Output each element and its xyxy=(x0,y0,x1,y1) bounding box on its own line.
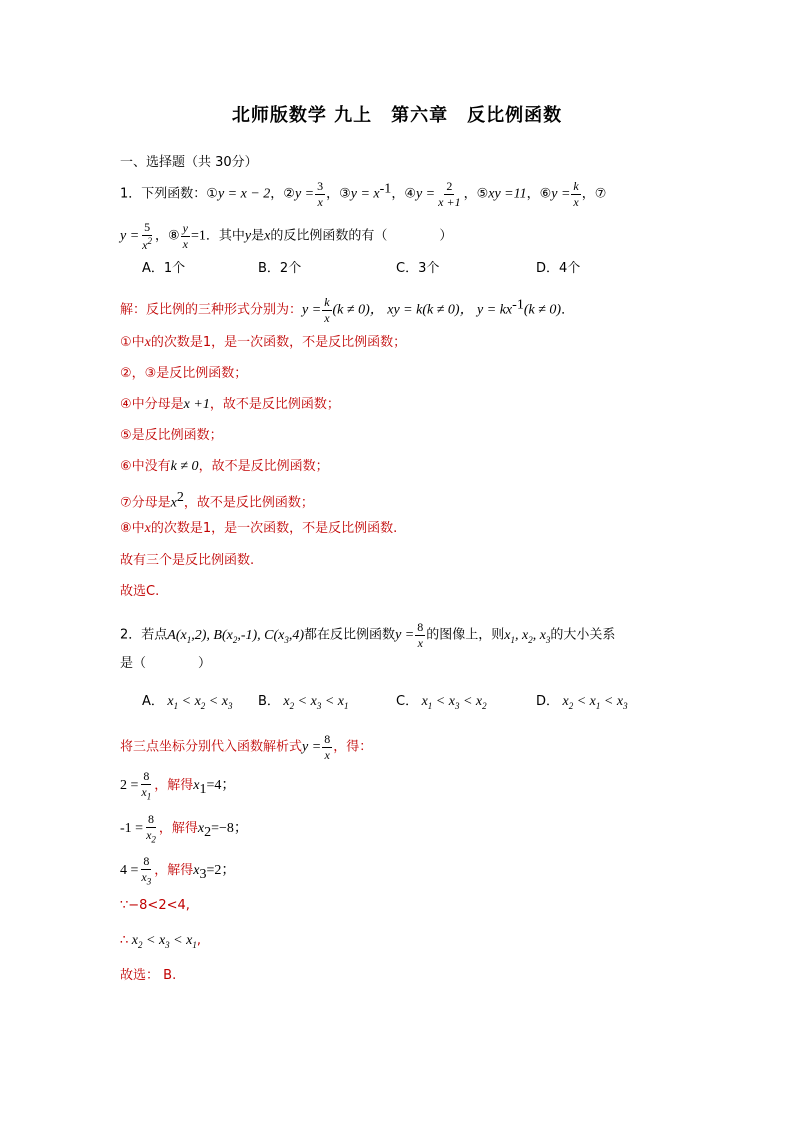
marker-7: ，⑦ xyxy=(581,186,607,202)
form-2: ， xy = k(k ≠ 0) xyxy=(369,302,460,318)
question-text: 若点 xyxy=(141,627,168,643)
solution-text: 解：反比例的三种形式分别为： xyxy=(120,302,303,318)
function-7-lhs: y = xyxy=(120,228,140,244)
option-d[interactable]: D．4个 xyxy=(536,261,581,276)
denominator: x xyxy=(324,310,330,325)
question-text: 都在反比例函数 xyxy=(304,627,396,643)
exponent: -1 xyxy=(512,297,524,313)
marker-5: ，⑤ xyxy=(463,186,489,202)
question-text: 的图像上，则 xyxy=(426,627,505,643)
denominator: x xyxy=(317,194,323,209)
denominator: x xyxy=(573,194,579,209)
q2-option-c[interactable]: C． $x_1 < x_3 < x_2$ xyxy=(396,694,487,711)
marker-3: ，③ xyxy=(326,186,351,202)
numerator: 2 xyxy=(446,179,453,193)
form-1-condition: (k ≠ 0) xyxy=(332,302,370,318)
numerator: y xyxy=(182,221,188,235)
solution-2-eq-3: 4 = $\frac{8}{x_3}$ ，解得$x_3=2$； xyxy=(120,854,236,886)
question-1-line-1 xyxy=(120,180,606,208)
q2-option-d[interactable]: D． $x_2 < x_1 < x_3$ xyxy=(536,694,628,711)
question-text: 的反比例函数的有（ ） xyxy=(270,228,453,244)
solution-2-because: ∵−8<2<4, xyxy=(120,898,190,913)
eq-fraction: $\frac{8}{x_3}$ xyxy=(141,854,152,886)
points: $A(x_1,2)$, $B(x_2,-1)$, $C(x_3,4)$ xyxy=(167,627,305,645)
var-y: y xyxy=(244,228,252,244)
question-2-line-2: 是（ ） xyxy=(120,656,212,671)
question-text: 是 xyxy=(251,228,265,244)
solution-2-therefore: ∴ $x_2 < x_3 < x_1$, xyxy=(120,933,201,950)
marker-8: ，⑧ xyxy=(155,228,180,244)
solution-1-line-3: ④中分母是x +1，故不是反比例函数； xyxy=(120,397,340,412)
solution-1-line-8: 故有三个是反比例函数. xyxy=(120,553,255,568)
denominator: x +1 xyxy=(438,194,461,209)
marker-4: ，④ xyxy=(391,186,416,202)
denominator: x xyxy=(182,236,188,251)
eq-fraction: $\frac{8}{x_2}$ xyxy=(146,812,156,844)
solution-1-line-2: ②，③是反比例函数； xyxy=(120,366,248,381)
marker-6: ，⑥ xyxy=(526,186,552,202)
function-8-rhs: =1 xyxy=(190,228,206,244)
page-title: 北师版数学 九上 第六章 反比例函数 xyxy=(231,105,563,126)
solution-1-line-7: ⑧中x的次数是1，是一次函数，不是反比例函数. xyxy=(120,521,398,536)
question-2-line-1 xyxy=(120,621,615,649)
solution-1-line-6: ⑦分母是$x^2$，故不是反比例函数； xyxy=(120,490,314,511)
numerator: k xyxy=(573,179,579,193)
solution-2-eq-1: 2 = $\frac{8}{x_1}$ ，解得$x_1=4$； xyxy=(120,769,236,801)
marker-1: ① xyxy=(206,186,218,202)
numerator: 8 xyxy=(417,620,424,634)
function-5: xy =11 xyxy=(488,186,527,202)
numerator: 5 xyxy=(144,220,151,234)
question-text: ．其中 xyxy=(205,228,245,244)
option-c[interactable]: C．3个 xyxy=(396,261,440,276)
option-a[interactable]: A．1个 xyxy=(142,261,186,276)
solution-1-intro xyxy=(120,296,574,324)
solution-1-answer: 故选C. xyxy=(120,584,160,599)
solution-2-intro: 将三点坐标分别代入函数解析式y = $\frac{8}{x}$ ，得： xyxy=(120,732,373,762)
function-4-lhs: y = xyxy=(415,186,436,202)
solution-1-line-1: ①中x的次数是1，是一次函数，不是反比例函数； xyxy=(120,335,407,350)
function-3: y = x xyxy=(350,186,380,202)
function-2-lhs: y = xyxy=(294,186,315,202)
function-8-fraction xyxy=(181,222,190,250)
numerator: k xyxy=(324,295,330,309)
solution-1-line-4: ⑤是反比例函数； xyxy=(120,428,223,443)
variables: $x_1$, $x_2$, $x_3$ xyxy=(504,627,551,645)
denominator: $x^2$ xyxy=(142,235,152,252)
function-6-fraction xyxy=(571,180,580,208)
section-heading: 一、选择题（共 30分） xyxy=(120,155,258,170)
question-number: 1． xyxy=(120,186,142,202)
form-3-condition: (k ≠ 0) xyxy=(523,302,562,318)
function-7-fraction xyxy=(140,221,154,251)
question-number: 2． xyxy=(120,627,142,643)
function-4-fraction xyxy=(436,180,462,208)
form-1-fraction xyxy=(322,296,331,324)
numerator: 3 xyxy=(317,179,324,193)
solution-2-eq-2: -1 = $\frac{8}{x_2}$ ，解得$x_2=-8$； xyxy=(120,812,248,844)
function-6-lhs: y = xyxy=(551,186,571,202)
form-1-lhs: y = xyxy=(302,302,322,318)
option-b[interactable]: B．2个 xyxy=(258,261,302,276)
question-text: 的大小关系 xyxy=(550,627,616,643)
solution-1-line-5: ⑥中没有k ≠ 0，故不是反比例函数； xyxy=(120,459,329,474)
eq-fraction: $\frac{8}{x_1}$ xyxy=(141,769,152,801)
period: ． xyxy=(561,302,575,318)
exponent: -1 xyxy=(379,181,392,197)
q2-option-b[interactable]: B． $x_2 < x_3 < x_1$ xyxy=(258,694,349,711)
marker-2: ，② xyxy=(270,186,295,202)
var-x: x xyxy=(264,228,271,244)
function-2-fraction xyxy=(315,180,325,208)
form-3: ， y = kx xyxy=(459,302,513,318)
function-fraction: $\frac{8}{x}$ xyxy=(324,732,331,762)
question-text: 下列函数： xyxy=(141,186,207,202)
function-1: y = x − 2 xyxy=(217,186,271,202)
function-lhs: y = xyxy=(395,627,415,643)
denominator: x xyxy=(417,635,423,650)
solution-2-answer: 故选： B. xyxy=(120,968,177,983)
question-1-line-2 xyxy=(120,221,452,251)
q2-option-a[interactable]: A． $x_1 < x_2 < x_3$ xyxy=(142,694,233,711)
function-fraction xyxy=(415,621,425,649)
